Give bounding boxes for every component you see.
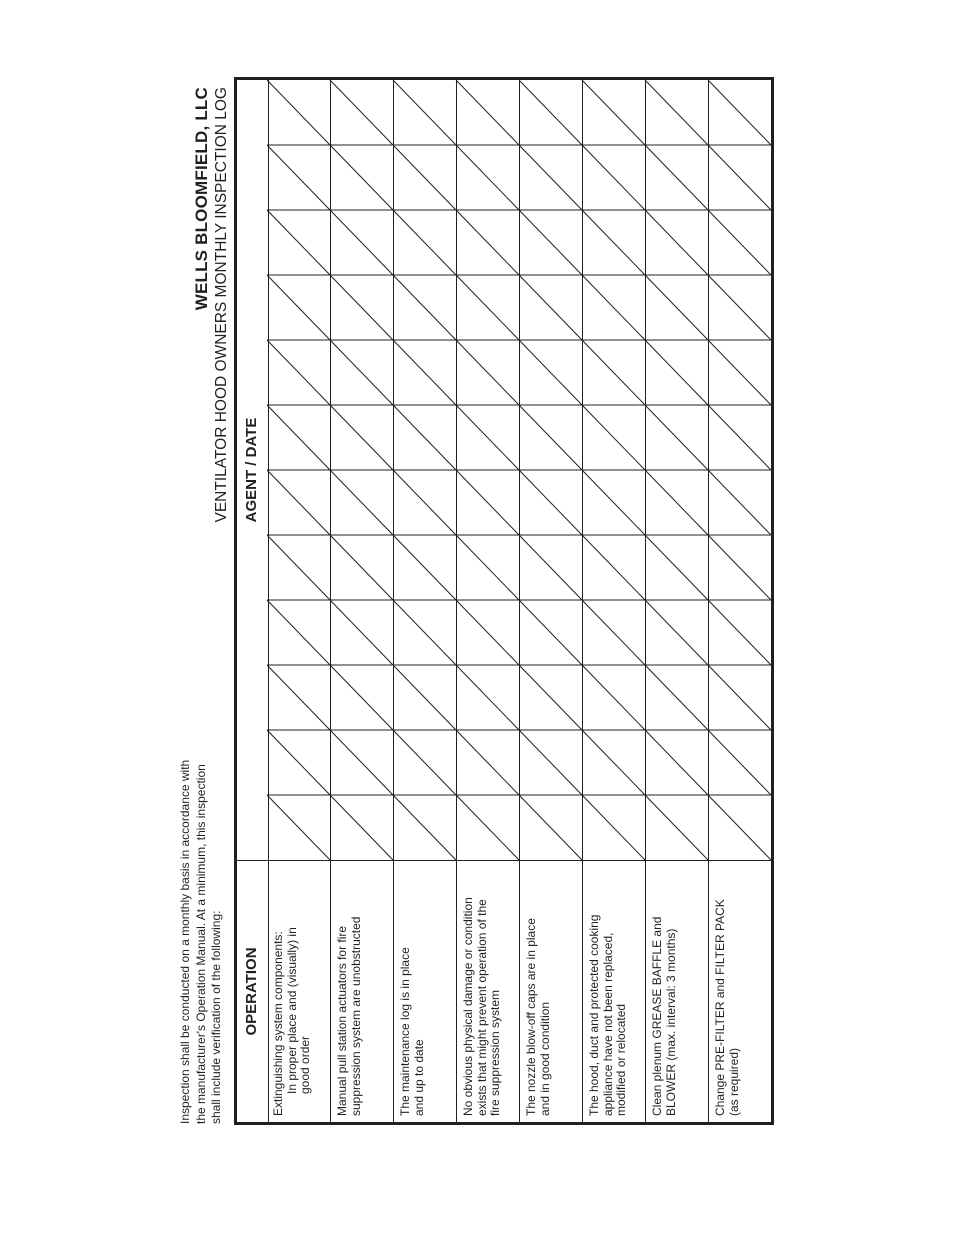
table-header-row <box>237 80 269 1122</box>
operation-cell <box>331 860 393 1122</box>
operation-text-line: and in good condition <box>537 1001 552 1116</box>
operation-text-line: good order <box>298 1035 312 1094</box>
operation-cell <box>267 860 330 1122</box>
inspection-log-table <box>234 77 774 1125</box>
operation-text-line: In proper place and (visually) in <box>284 927 299 1094</box>
operation-cell <box>646 860 708 1122</box>
operation-cell <box>520 860 582 1122</box>
operation-cell <box>457 860 519 1122</box>
operation-text-line: The nozzle blow-off caps are in place <box>524 918 538 1116</box>
operation-text-line: fire suppression system <box>488 989 502 1116</box>
operation-text-line: exists that might prevent operation of the <box>474 899 489 1116</box>
title-block <box>192 87 231 557</box>
agent-date-column-header: AGENT / DATE <box>243 417 260 523</box>
operation-text-line: and up to date <box>411 1039 426 1116</box>
operation-text-line: BLOWER (max. interval: 3 months) <box>663 928 678 1116</box>
operation-cell <box>709 860 771 1122</box>
operation-text-line: Manual pull station actuators for fire <box>335 925 349 1116</box>
operation-text-line: Change PRE-FILTER and FILTER PACK <box>713 899 727 1116</box>
log-title: VENTILATOR HOOD OWNERS MONTHLY INSPECTION LOG <box>213 87 230 523</box>
operation-text-line: The hood, duct and protected cooking <box>587 914 601 1116</box>
operation-text-line: Extinguishing system components: <box>271 931 285 1116</box>
operation-text-line: (as required) <box>726 1047 741 1116</box>
agent-date-grid <box>267 80 771 860</box>
company-name: WELLS BLOOMFIELD, LLC <box>192 87 211 311</box>
operation-text-line: modified or relocated <box>614 1003 628 1116</box>
intro-text: Inspection shall be conducted on a monthly basis in accordance with the manufacturer's Operation Manual. At a minimum, this inspection shall include verification of the following: <box>178 759 223 1124</box>
operation-column-header: OPERATION <box>237 860 267 1122</box>
operation-cell <box>583 860 645 1122</box>
operation-cell <box>394 860 456 1122</box>
operation-text-line: Clean plenum GREASE BAFFLE and <box>650 916 664 1116</box>
operation-text-line: appliance have not been replaced, <box>600 932 615 1116</box>
operation-text-line: suppression system are unobstructed <box>348 916 363 1116</box>
operation-text-line: No obvious physical damage or condition <box>461 897 475 1116</box>
operation-text-line: The maintenance log is in place <box>398 947 412 1116</box>
